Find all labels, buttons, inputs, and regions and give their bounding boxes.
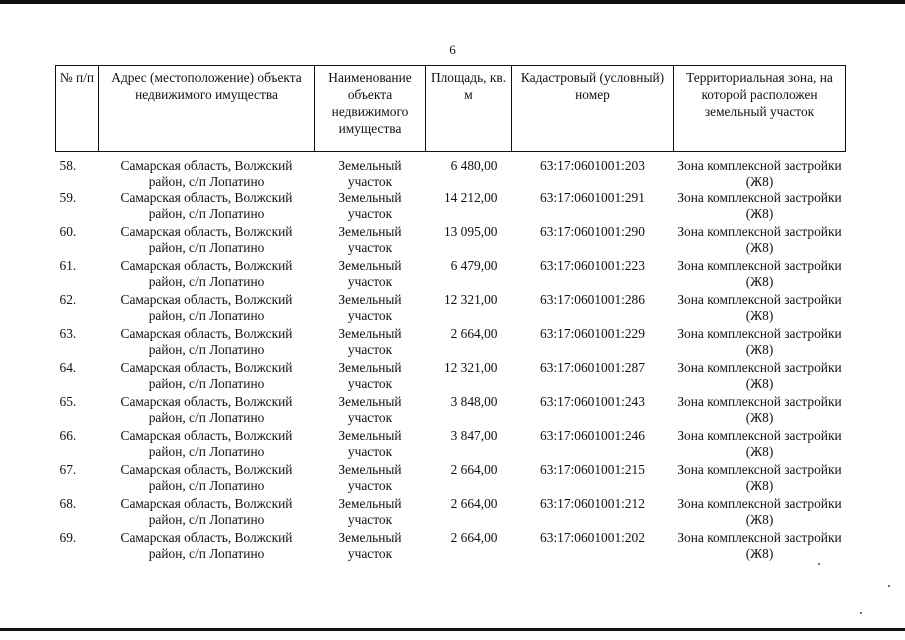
cell-territorial-zone: Зона комплексной застройки (Ж8) [677, 530, 842, 561]
header-number: № п/п [56, 66, 99, 152]
cell-address: Самарская область, Волжский район, с/п Лопатино [120, 360, 293, 391]
table-header-row [56, 66, 846, 152]
cell-area: 14 212,00 [443, 190, 498, 205]
cell-area: 3 848,00 [450, 394, 498, 409]
cell-cadastral-number: 63:17:0601001:212 [540, 496, 645, 511]
cell-address: Самарская область, Волжский район, с/п Лопатино [120, 496, 293, 527]
cell-address: Самарская область, Волжский район, с/п Лопатино [120, 326, 293, 357]
cell-area: 12 321,00 [443, 292, 498, 307]
cell-area: 2 664,00 [450, 326, 498, 341]
cell-territorial-zone: Зона комплексной застройки (Ж8) [677, 158, 842, 189]
cell-number: 61. [59, 258, 77, 273]
page-number: 6 [449, 42, 456, 57]
scan-speck [818, 563, 820, 565]
cell-address: Самарская область, Волжский район, с/п Лопатино [120, 428, 293, 459]
header-cadastral-number: Кадастровый (условный) номер [512, 66, 674, 152]
cell-territorial-zone: Зона комплексной застройки (Ж8) [677, 462, 842, 493]
cell-territorial-zone: Зона комплексной застройки (Ж8) [677, 394, 842, 425]
table-row [56, 428, 846, 462]
cell-address: Самарская область, Волжский район, с/п Лопатино [120, 462, 293, 493]
cell-cadastral-number: 63:17:0601001:290 [540, 224, 645, 239]
cell-number: 66. [59, 428, 77, 443]
cell-cadastral-number: 63:17:0601001:287 [540, 360, 645, 375]
table-row [56, 326, 846, 360]
cell-object-name: Земельный участок [338, 530, 402, 561]
cell-address: Самарская область, Волжский район, с/п Лопатино [120, 258, 293, 289]
cell-territorial-zone: Зона комплексной застройки (Ж8) [677, 224, 842, 255]
cell-cadastral-number: 63:17:0601001:215 [540, 462, 645, 477]
cell-object-name: Земельный участок [338, 224, 402, 255]
table-row [56, 496, 846, 530]
cell-territorial-zone: Зона комплексной застройки (Ж8) [677, 190, 842, 221]
cell-object-name: Земельный участок [338, 360, 402, 391]
cell-address: Самарская область, Волжский район, с/п Лопатино [120, 530, 293, 561]
cell-territorial-zone: Зона комплексной застройки (Ж8) [677, 326, 842, 357]
cell-object-name: Земельный участок [338, 326, 402, 357]
cell-area: 6 480,00 [450, 158, 498, 173]
scan-speck [860, 612, 862, 614]
table-row [56, 360, 846, 394]
table-row [56, 530, 846, 564]
cell-number: 65. [59, 394, 77, 409]
table-row [56, 224, 846, 258]
cell-cadastral-number: 63:17:0601001:223 [540, 258, 645, 273]
cell-territorial-zone: Зона комплексной застройки (Ж8) [677, 428, 842, 459]
cell-number: 59. [59, 190, 77, 205]
cell-object-name: Земельный участок [338, 190, 402, 221]
cell-area: 2 664,00 [450, 530, 498, 545]
header-area: Площадь, кв. м [426, 66, 512, 152]
cell-address: Самарская область, Волжский район, с/п Лопатино [120, 292, 293, 323]
table-row [56, 394, 846, 428]
cell-territorial-zone: Зона комплексной застройки (Ж8) [677, 292, 842, 323]
cell-territorial-zone: Зона комплексной застройки (Ж8) [677, 496, 842, 527]
table-row [56, 190, 846, 224]
cell-cadastral-number: 63:17:0601001:246 [540, 428, 645, 443]
cell-territorial-zone: Зона комплексной застройки (Ж8) [677, 258, 842, 289]
property-table [55, 65, 846, 564]
cell-number: 64. [59, 360, 77, 375]
cell-object-name: Земельный участок [338, 496, 402, 527]
cell-number: 60. [59, 224, 77, 239]
cell-number: 62. [59, 292, 77, 307]
top-rule [0, 0, 905, 4]
table-row [56, 152, 846, 191]
cell-address: Самарская область, Волжский район, с/п Лопатино [120, 190, 293, 221]
cell-territorial-zone: Зона комплексной застройки (Ж8) [677, 360, 842, 391]
cell-cadastral-number: 63:17:0601001:229 [540, 326, 645, 341]
header-territorial-zone: Территориальная зона, на которой расположен земельный участок [674, 66, 846, 152]
cell-object-name: Земельный участок [338, 258, 402, 289]
cell-number: 58. [59, 158, 77, 173]
cell-cadastral-number: 63:17:0601001:243 [540, 394, 645, 409]
cell-number: 67. [59, 462, 77, 477]
table-row [56, 462, 846, 496]
cell-number: 69. [59, 530, 77, 545]
cell-area: 12 321,00 [443, 360, 498, 375]
cell-address: Самарская область, Волжский район, с/п Лопатино [120, 394, 293, 425]
cell-area: 13 095,00 [443, 224, 498, 239]
header-address: Адрес (местоположение) объекта недвижимого имущества [99, 66, 315, 152]
bottom-rule [0, 628, 905, 631]
cell-address: Самарская область, Волжский район, с/п Лопатино [120, 158, 293, 189]
cell-cadastral-number: 63:17:0601001:202 [540, 530, 645, 545]
cell-area: 2 664,00 [450, 462, 498, 477]
header-object-name: Наименование объекта недвижимого имущества [315, 66, 426, 152]
cell-number: 68. [59, 496, 77, 511]
cell-number: 63. [59, 326, 77, 341]
cell-cadastral-number: 63:17:0601001:291 [540, 190, 645, 205]
cell-area: 3 847,00 [450, 428, 498, 443]
cell-object-name: Земельный участок [338, 292, 402, 323]
table-row [56, 292, 846, 326]
table-body [56, 152, 846, 565]
cell-area: 6 479,00 [450, 258, 498, 273]
table-row [56, 258, 846, 292]
cell-object-name: Земельный участок [338, 394, 402, 425]
scan-speck [888, 585, 890, 587]
cell-cadastral-number: 63:17:0601001:203 [540, 158, 645, 173]
cell-cadastral-number: 63:17:0601001:286 [540, 292, 645, 307]
cell-address: Самарская область, Волжский район, с/п Лопатино [120, 224, 293, 255]
cell-object-name: Земельный участок [338, 158, 402, 189]
cell-object-name: Земельный участок [338, 428, 402, 459]
cell-object-name: Земельный участок [338, 462, 402, 493]
cell-area: 2 664,00 [450, 496, 498, 511]
